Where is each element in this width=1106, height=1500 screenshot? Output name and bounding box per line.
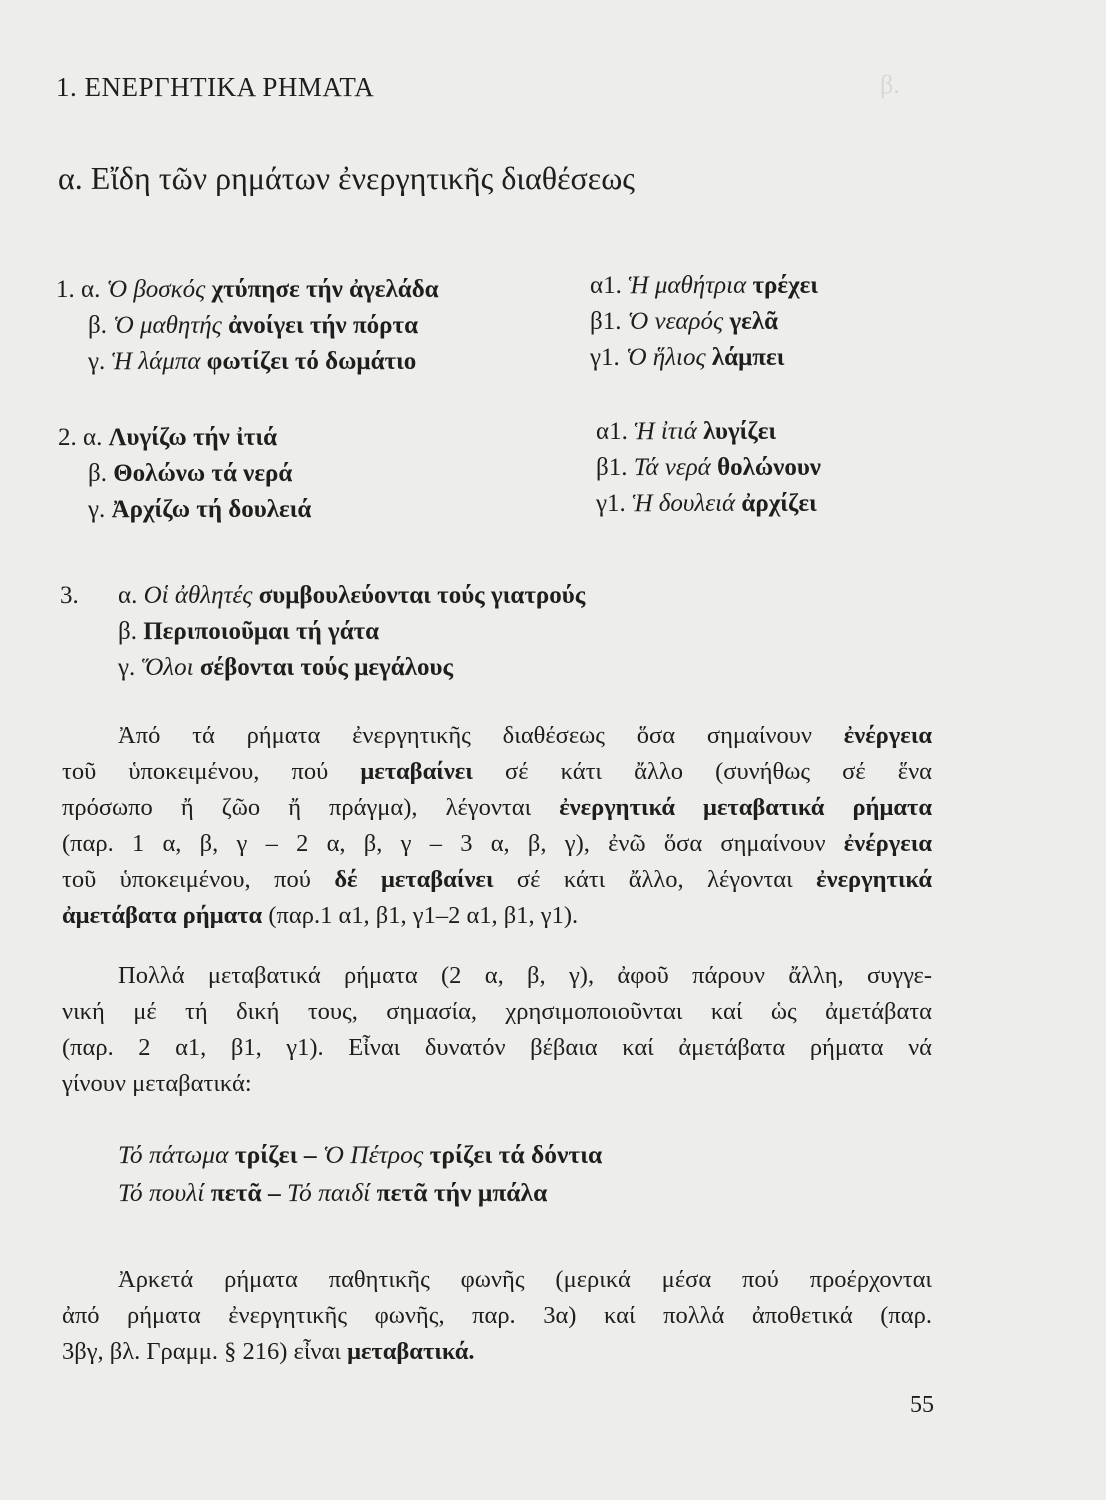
examples-2-right <box>596 414 821 522</box>
paragraph-3: Ἀρκετά ρήματα παθητικῆς φωνῆς (μερικά μέσα πού προέρχονται ἀπό ρήματα ἐνεργητικῆς φωνῆς, παρ. 3α) καί πολλά ἀποθετικά (παρ. 3βγ, βλ. Γραμμ. § 216) εἶναι μεταβατικά. <box>62 1266 932 1365</box>
page-number: 55 <box>910 1392 934 1418</box>
subsection-title: α. Εἴδη τῶν ρημάτων ἐνεργητικῆς διαθέσεως <box>58 160 635 196</box>
paragraph-2: Πολλά μεταβατικά ρήματα (2 α, β, γ), ἀφοῦ πάρουν ἄλλη, συγγε- νική μέ τή δική τους, σημασία, χρησιμοποιοῦνται καί ὡς ἀμετάβατα (παρ. 2 α1, β1, γ1). Εἶναι δυνατόν βέβαια καί ἀμετάβατα ρήματα νά γίνουν μεταβατικά: <box>62 962 932 1097</box>
example-line: 1. α. Ὁ βοσκός χτύπησε τήν ἀγελάδα <box>56 276 439 303</box>
example-line: γ1. Ὁ ἥλιος λάμπει <box>590 344 785 371</box>
example-line: α1. Ἡ ἰτιά λυγίζει <box>596 418 777 445</box>
example-line: 2. α. Λυγίζω τήν ἰτιά <box>58 424 278 451</box>
examples-1-left <box>56 272 439 380</box>
example-line: β. Θολώνω τά νερά <box>88 460 293 487</box>
examples-3 <box>60 578 585 686</box>
examples-1-right <box>590 268 818 376</box>
example-line: β. Ὁ μαθητής ἀνοίγει τήν πόρτα <box>88 312 419 339</box>
example-line: β1. Τά νερά θολώνουν <box>596 454 821 481</box>
paragraph-1: Ἀπό τά ρήματα ἐνεργητικῆς διαθέσεως ὅσα σημαίνουν ἐνέργεια τοῦ ὑποκειμένου, πού μεταβαίνει σέ κάτι ἄλλο (συνήθως σέ ἕνα πρόσωπο ἤ ζῶο ἤ πράγμα), λέγονται ἐνεργητικά μεταβατικά ρήματα (παρ. 1 α, β, γ – 2 α, β, γ – 3 α, β, γ), ἐνῶ ὅσα σημαίνουν ἐνέργεια τοῦ ὑποκειμένου, πού δέ μεταβαίνει σέ κάτι ἄλλο, λέγονται ἐνεργητικά ἀμετάβατα ρήματα (παρ.1 α1, β1, γ1–2 α1, β1, γ1). <box>62 722 932 929</box>
bleed-through: β. <box>880 70 900 99</box>
example-line: γ. Ὅλοι σέβονται τούς μεγάλους <box>118 654 454 681</box>
example-line: β. Περιποιοῦμαι τή γάτα <box>118 618 380 645</box>
example-line: Τό πουλί πετᾶ – Τό παιδί πετᾶ τήν μπάλα <box>118 1178 548 1207</box>
examples-4 <box>118 1136 602 1212</box>
section-title: 1. ΕΝΕΡΓΗΤΙΚΑ ΡΗΜΑΤΑ <box>56 72 375 102</box>
example-line: 3. α. Οἱ ἀθλητές συμβουλεύονται τούς γιατρούς <box>60 582 586 609</box>
example-line: Τό πάτωμα τρίζει – Ὁ Πέτρος τρίζει τά δόντια <box>118 1140 603 1169</box>
example-line: γ1. Ἡ δουλειά ἀρχίζει <box>596 490 817 517</box>
example-line: γ. Ἡ λάμπα φωτίζει τό δωμάτιο <box>88 348 417 375</box>
example-line: α1. Ἡ μαθήτρια τρέχει <box>590 272 819 299</box>
example-line: γ. Ἀρχίζω τή δουλειά <box>88 496 312 523</box>
examples-2-left <box>58 420 311 528</box>
example-line: β1. Ὁ νεαρός γελᾶ <box>590 308 779 335</box>
